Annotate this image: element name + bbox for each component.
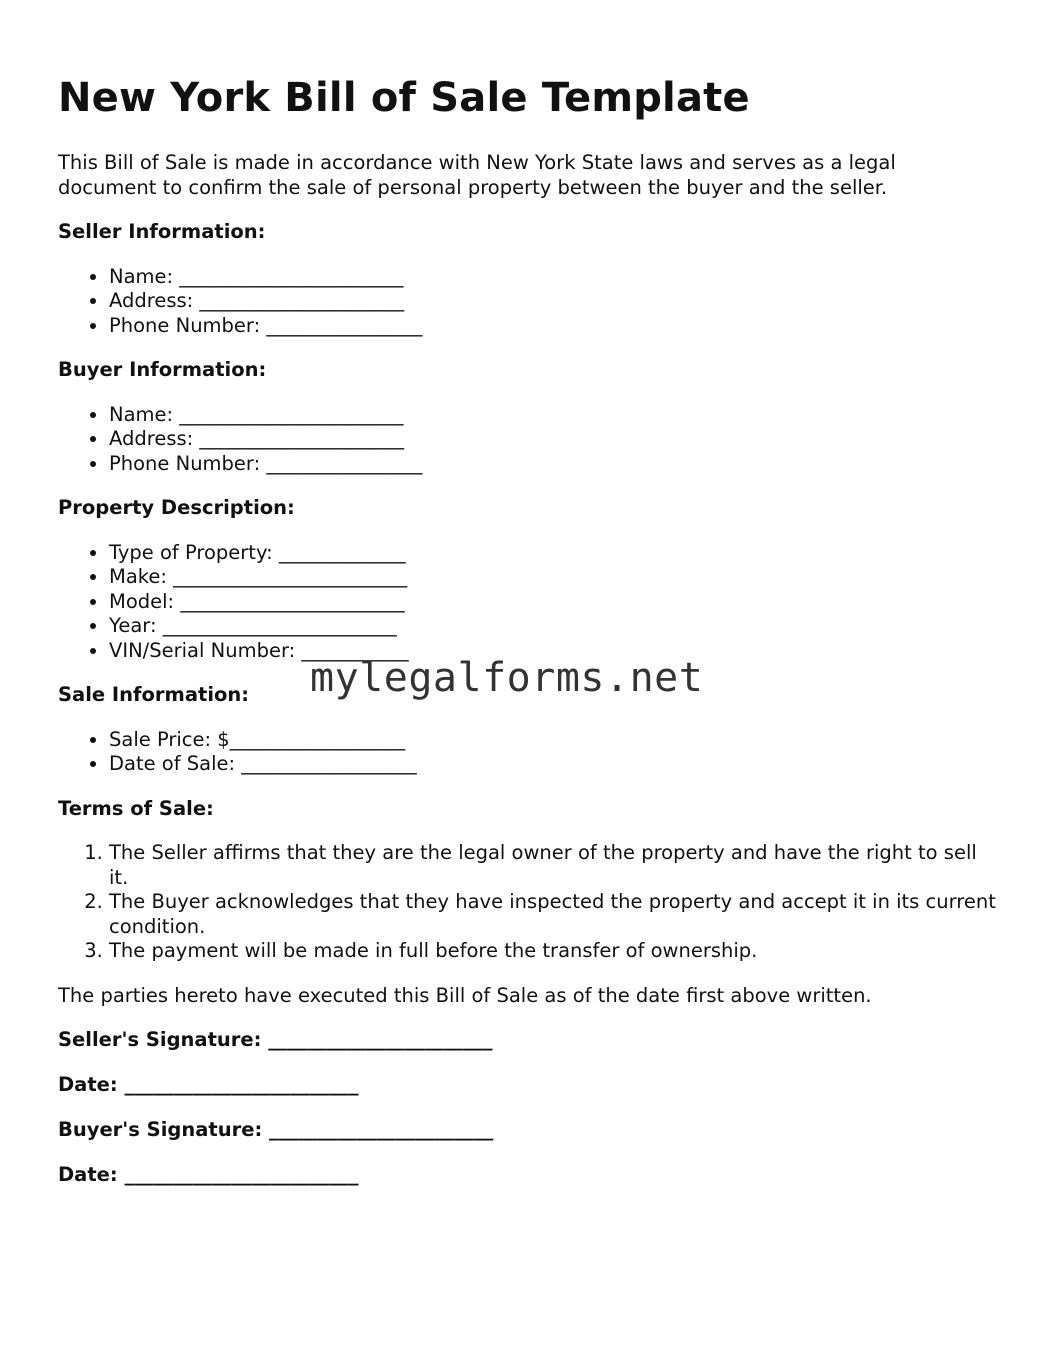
terms-heading: Terms of Sale: (58, 796, 214, 820)
seller-address-field: • Address: _____________________ (109, 289, 998, 314)
sale-list (58, 728, 998, 777)
sale-heading: Sale Information: (58, 683, 250, 706)
property-heading: Property Description: (58, 496, 295, 519)
buyer-name-field: • Name: _______________________ (109, 403, 998, 428)
property-vin-field: • VIN/Serial Number: ___________ (109, 639, 998, 664)
terms-list (58, 841, 998, 964)
terms-item: 2. The Buyer acknowledges that they have inspected the property and accept it in its current condition. (109, 890, 998, 939)
property-year-field: • Year: ________________________ (109, 614, 998, 639)
buyer-list (58, 403, 998, 477)
terms-item: 1. The Seller affirms that they are the legal owner of the property and have the right to sell it. (109, 841, 998, 890)
terms-item: 3. The payment will be made in full before the transfer of ownership. (109, 939, 998, 964)
property-type-field: • Type of Property: _____________ (109, 541, 998, 566)
buyer-signature-line: Buyer's Signature: _______________________ (58, 1118, 494, 1141)
seller-phone-field: • Phone Number: ________________ (109, 314, 998, 339)
property-list (58, 541, 998, 664)
seller-date-line: Date: ________________________ (58, 1073, 359, 1096)
seller-signature-line: Seller's Signature: _______________________ (58, 1028, 493, 1051)
buyer-address-field: • Address: _____________________ (109, 427, 998, 452)
buyer-phone-field: • Phone Number: ________________ (109, 452, 998, 477)
seller-heading: Seller Information: (58, 220, 266, 243)
intro-paragraph: This Bill of Sale is made in accordance with New York State laws and serves as a legal document to confirm the sale of personal property between the buyer and the seller. (58, 151, 896, 199)
property-model-field: • Model: _______________________ (109, 590, 998, 615)
property-make-field: • Make: ________________________ (109, 565, 998, 590)
sale-price-field: • Sale Price: $__________________ (109, 728, 998, 753)
seller-list (58, 265, 998, 339)
sale-date-field: • Date of Sale: __________________ (109, 752, 998, 777)
buyer-date-line: Date: ________________________ (58, 1163, 359, 1186)
seller-name-field: • Name: _______________________ (109, 265, 998, 290)
document-page (58, 72, 998, 1208)
watermark-text: mylegalforms.net (310, 655, 704, 701)
document-title: New York Bill of Sale Template (58, 75, 750, 121)
closing-paragraph: The parties hereto have executed this Bill of Sale as of the date first above written. (58, 983, 872, 1007)
buyer-heading: Buyer Information: (58, 358, 267, 381)
